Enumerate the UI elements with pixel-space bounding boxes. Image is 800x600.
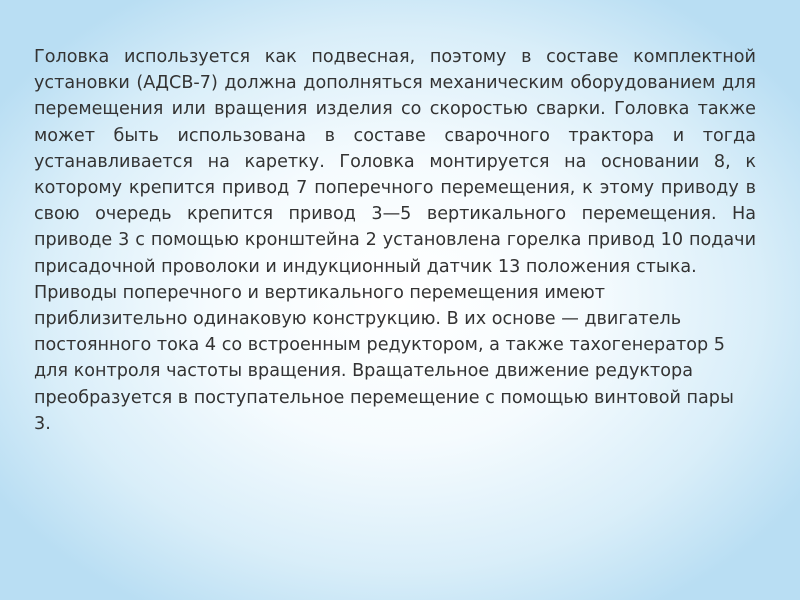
paragraph-drives-description: Приводы поперечного и вертикального перемещения имеют приблизительно одинаковую конструкцию. В их основе — двигатель постоянного тока 4 со встроенным редуктором, а также тахогенератор 5 для контроля частоты вращения. Вращательное движение редуктора преобразуется в поступательное перемещение с помощью винтовой пары 3. xyxy=(34,282,734,434)
paragraph-welding-head-description: Головка используется как подвесная, поэтому в составе комплектной установки (АДСВ-7) должна дополняться механическим оборудованием для перемещения или вращения изделия со скоростью сварки. Головка также может быть использована в составе сварочного трактора и тогда устанавливается на каретку. Головка монтируется на основании 8, к которому крепится привод 7 поперечного перемещения, к этому приводу в свою очередь крепится привод 3—5 вертикального перемещения. На приводе 3 с помощью кронштейна 2 установлена горелка привод 10 подачи присадочной проволоки и индукционный датчик 13 положения стыка. xyxy=(34,47,756,277)
slide-text-block xyxy=(34,44,756,437)
